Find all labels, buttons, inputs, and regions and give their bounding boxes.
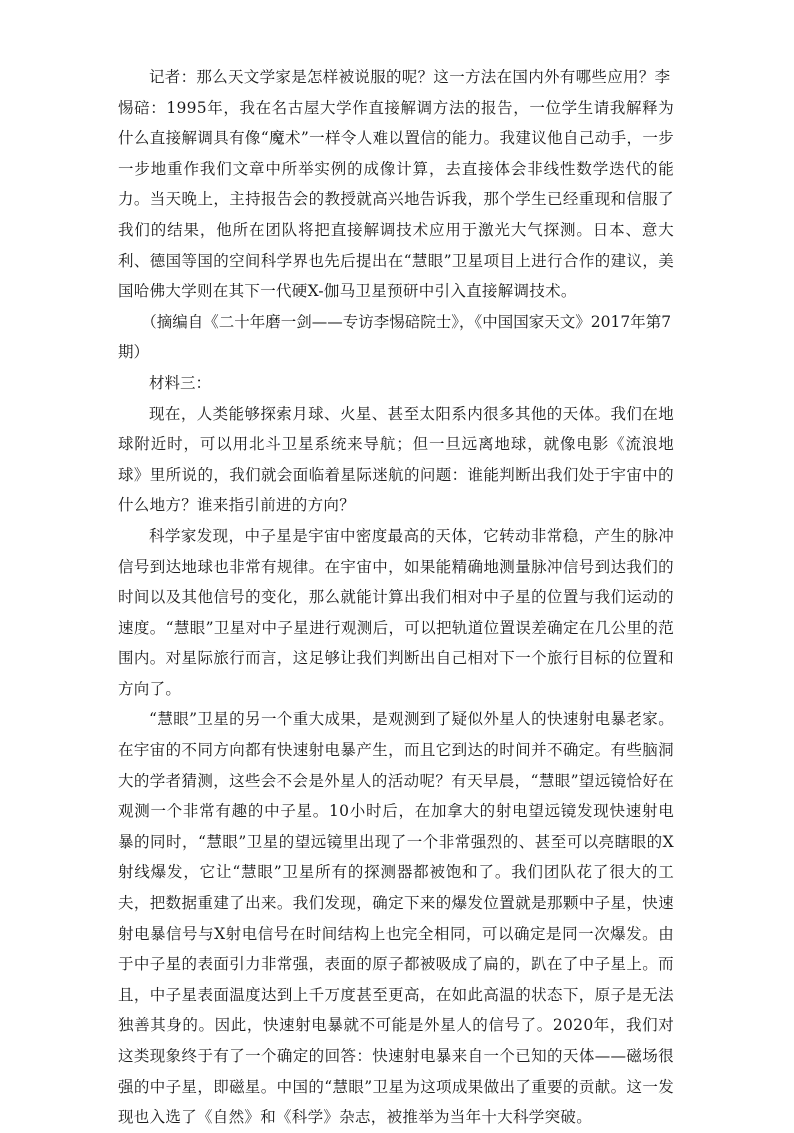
interview-question: 记者：那么天文学家是怎样被说服的呢？这一方法在国内外有哪些应用？李 (149, 68, 671, 86)
paragraph-neutron-star: 科学家发现，中子星是宇宙中密度最高的天体，它转动非常稳，产生的脉冲信号到达地球也非常有规律。在宇宙中，如果能精确地测量脉冲信号到达我们的时间以及其他信号的变化，那么就能计算出我们相对中子星的位置与我们运动的速度。“慧眼”卫星对中子星进行观测后，可以把轨道位置误差确定在几公里的范围内。对星际旅行而言，这足够让我们判断出自己相对下一个旅行目标的位置和方向了。 (118, 526, 674, 698)
paragraph-fast-radio-burst: “慧眼”卫星的另一个重大成果，是观测到了疑似外星人的快速射电暴老家。在宇宙的不同方向都有快速射电暴产生，而且它到达的时间并不确定。有些脑洞大的学者猜测，这些会不会是外星人的活动呢？有天早晨，“慧眼”望远镜恰好在观测一个非常有趣的中子星。10小时后，在加拿大的射电望远镜发现快速射电暴的同时，“慧眼”卫星的望远镜里出现了一个非常强烈的、甚至可以亮瞎眼的X射线爆发，它让“慧眼”卫星所有的探测器都被饱和了。我们团队花了很大的工夫，把数据重建了出来。我们发现，确定下来的爆发位置就是那颗中子星，快速射电暴信号与X射电信号在时间结构上也完全相同，可以确定是同一次爆发。由于中子星的表面引力非常强，表面的原子都被吸成了扁的，趴在了中子星上。而且，中子星表面温度达到上千万度甚至更高，在如此高温的状态下，原子是无法独善其身的。因此，快速射电暴就不可能是外星人的信号了。2020年，我们对这类现象终于有了一个确定的回答：快速射电暴来自一个已知的天体——磁场很强的中子星，即磁星。中国的“慧眼”卫星为这项成果做出了重要的贡献。这一发现也入选了《自然》和《科学》杂志，被推举为当年十大科学突破。 (118, 710, 674, 1127)
interview-answer: 惕碚：1995年，我在名古屋大学作直接解调方法的报告，一位学生请我解释为什么直接解调具有像“魔术”一样令人难以置信的能力。我建议他自己动手，一步一步地重作我们文章中所举实例的成像计算，去直接体会非线性数学迭代的能力。当天晚上，主持报告会的教授就高兴地告诉我，那个学生已经重现和信服了我们的结果，他所在团队将把直接解调技术应用于激光大气探测。日本、意大利、德国等国的空间科学界也先后提出在“慧眼”卫星项目上进行合作的建议，美国哈佛大学则在其下一代硬X-伽马卫星预研中引入直接解调技术。 (118, 98, 674, 301)
document-page (118, 62, 674, 1133)
paragraph-navigation: 现在，人类能够探索月球、火星、甚至太阳系内很多其他的天体。我们在地球附近时，可以用北斗卫星系统来导航；但一旦远离地球，就像电影《流浪地球》里所说的，我们就会面临着星际迷航的问题：谁能判断出我们处于宇宙中的什么地方？谁来指引前进的方向？ (118, 404, 674, 515)
source-citation: （摘编自《二十年磨一剑——专访李惕碚院士》，《中国国家天文》2017年第7期） (118, 312, 672, 362)
material-three-heading: 材料三： (149, 373, 212, 392)
